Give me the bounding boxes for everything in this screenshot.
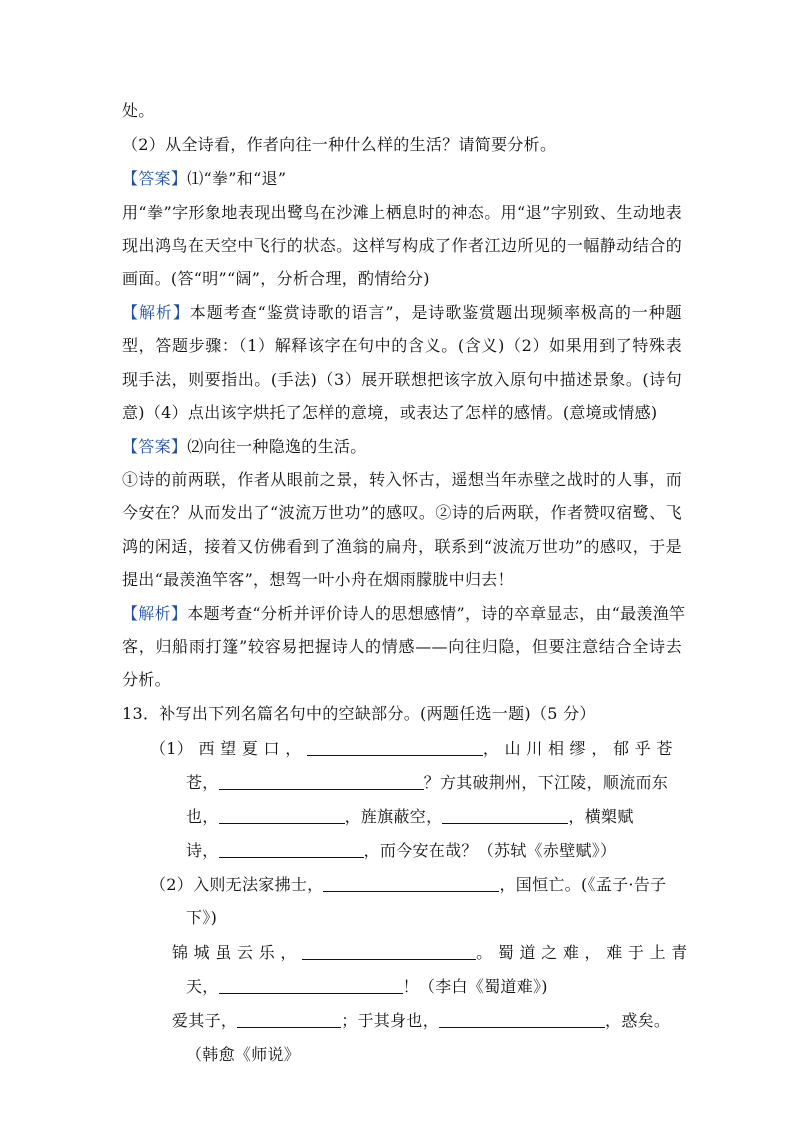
fill-line [150,738,680,760]
analysis-tag: 【解析】 [122,303,190,322]
answer-blank[interactable] [442,807,568,824]
fill-line [186,772,680,794]
text-line: 鸿的闲适，接着又仿佛看到了渔翁的扁舟，联系到“波流万世功”的感叹，于是 [122,537,682,556]
fill-text: （2）入则无法家拂士， [150,875,324,894]
answer-blank[interactable] [323,875,499,892]
fill-text: ， 山 川 相 缪 ， 郁 乎 苍 [482,739,673,758]
analysis-text: 本题考查“分析并评价诗人的思想感情”，诗的卒章显志，由“最羡渔竿 [187,604,686,623]
analysis-tag: 【解析】 [122,604,188,623]
fill-text: ，横槊赋 [568,807,634,826]
text-line: 用“拳”字形象地表现出鹭鸟在沙滩上栖息时的神态。用“退”字别致、生动地表 [122,203,682,222]
fill-text: 诗， [186,841,219,860]
fill-text: ，旌旗蔽空， [344,807,443,826]
fill-line [186,806,680,828]
answer-2 [122,436,682,458]
question-13: 13．补写出下列名篇名句中的空缺部分。(两题任选一题)（5 分） [122,704,596,723]
fill-text: 爱其子， [172,1011,238,1030]
fill-text: ，惑矣。 [605,1011,671,1030]
answer-tag: 【答案】 [122,169,188,188]
text-line: 现手法，则要指出。(手法)（3）展开联想把该字放入原句中描述景象。(诗句 [122,370,682,389]
answer-blank[interactable] [219,773,424,790]
fill-line [186,976,680,998]
answer-blank[interactable] [302,943,476,960]
fill-line [172,942,688,964]
fill-text: 锦 城 虽 云 乐 ， [172,943,297,962]
fill-text: 苍， [186,773,219,792]
fill-line [150,874,680,896]
text-line: ①诗的前两联，作者从眼前之景，转入怀古，遥想当年赤壁之战时的人事，而 [122,470,682,489]
answer-blank[interactable] [219,807,345,824]
fill-line: （韩愈《师说》 [186,1045,301,1064]
answer-blank[interactable] [219,841,364,858]
fill-line [186,840,680,862]
analysis-text: 本题考查“鉴赏诗歌的语言”，是诗歌鉴赏题出现频率极高的一种题 [189,303,682,322]
text-line: 提出“最羡渔竿客”，想驾一叶小舟在烟雨朦胧中归去！ [122,570,514,589]
fill-line: 下》) [186,908,218,927]
answer-blank[interactable] [237,1011,341,1028]
fill-text: 。 蜀 道 之 难 ， 难 于 上 青 [476,943,688,962]
fill-text: ，而今安在哉？（苏轼《赤壁赋》） [363,841,617,860]
text-line: 现出鸿鸟在天空中飞行的状态。这样写构成了作者江边所见的一幅静动结合的 [122,236,682,255]
fill-text: ！（李白《蜀道难》) [402,977,548,996]
text-line: 画面。(答“明”“阔”，分析合理，酌情给分) [122,269,430,288]
answer-1 [122,168,682,190]
answer-blank[interactable] [307,739,483,756]
text-line: 处。 [122,101,155,120]
fill-text: 也， [186,807,219,826]
answer-tag: 【答案】 [122,437,188,456]
fill-text: ；于其身也， [341,1011,440,1030]
fill-text: （1） 西 望 夏 口 ， [150,739,302,758]
analysis-2 [122,603,686,625]
answer-blank[interactable] [219,977,403,994]
text-line: 客，归船雨打篷”较容易把握诗人的情感——向往归隐，但要注意结合全诗去 [122,637,682,656]
fill-line [172,1010,680,1032]
text-line: 分析。 [122,670,171,689]
fill-text: 天， [186,977,219,996]
fill-text: ？方其破荆州，下江陵，顺流而东 [423,773,669,792]
text-line: 今安在？从而发出了“波流万世功”的感叹。②诗的后两联，作者赞叹宿鹭、飞 [122,503,682,522]
answer-blank[interactable] [439,1011,605,1028]
fill-text: ，国恒亡。(《孟子·告子 [499,875,667,894]
answer-text: ⑵向往一种隐逸的生活。 [187,437,367,456]
analysis-1 [122,302,682,324]
text-line: 型，答题步骤：（1）解释该字在句中的含义。(含义)（2）如果用到了特殊表 [122,336,682,355]
text-line: 意)（4）点出该字烘托了怎样的意境，或表达了怎样的感情。(意境或情感) [122,403,658,422]
question-2: （2）从全诗看，作者向往一种什么样的生活？请简要分析。 [122,135,557,154]
answer-text: ⑴“拳”和“退” [187,169,287,188]
